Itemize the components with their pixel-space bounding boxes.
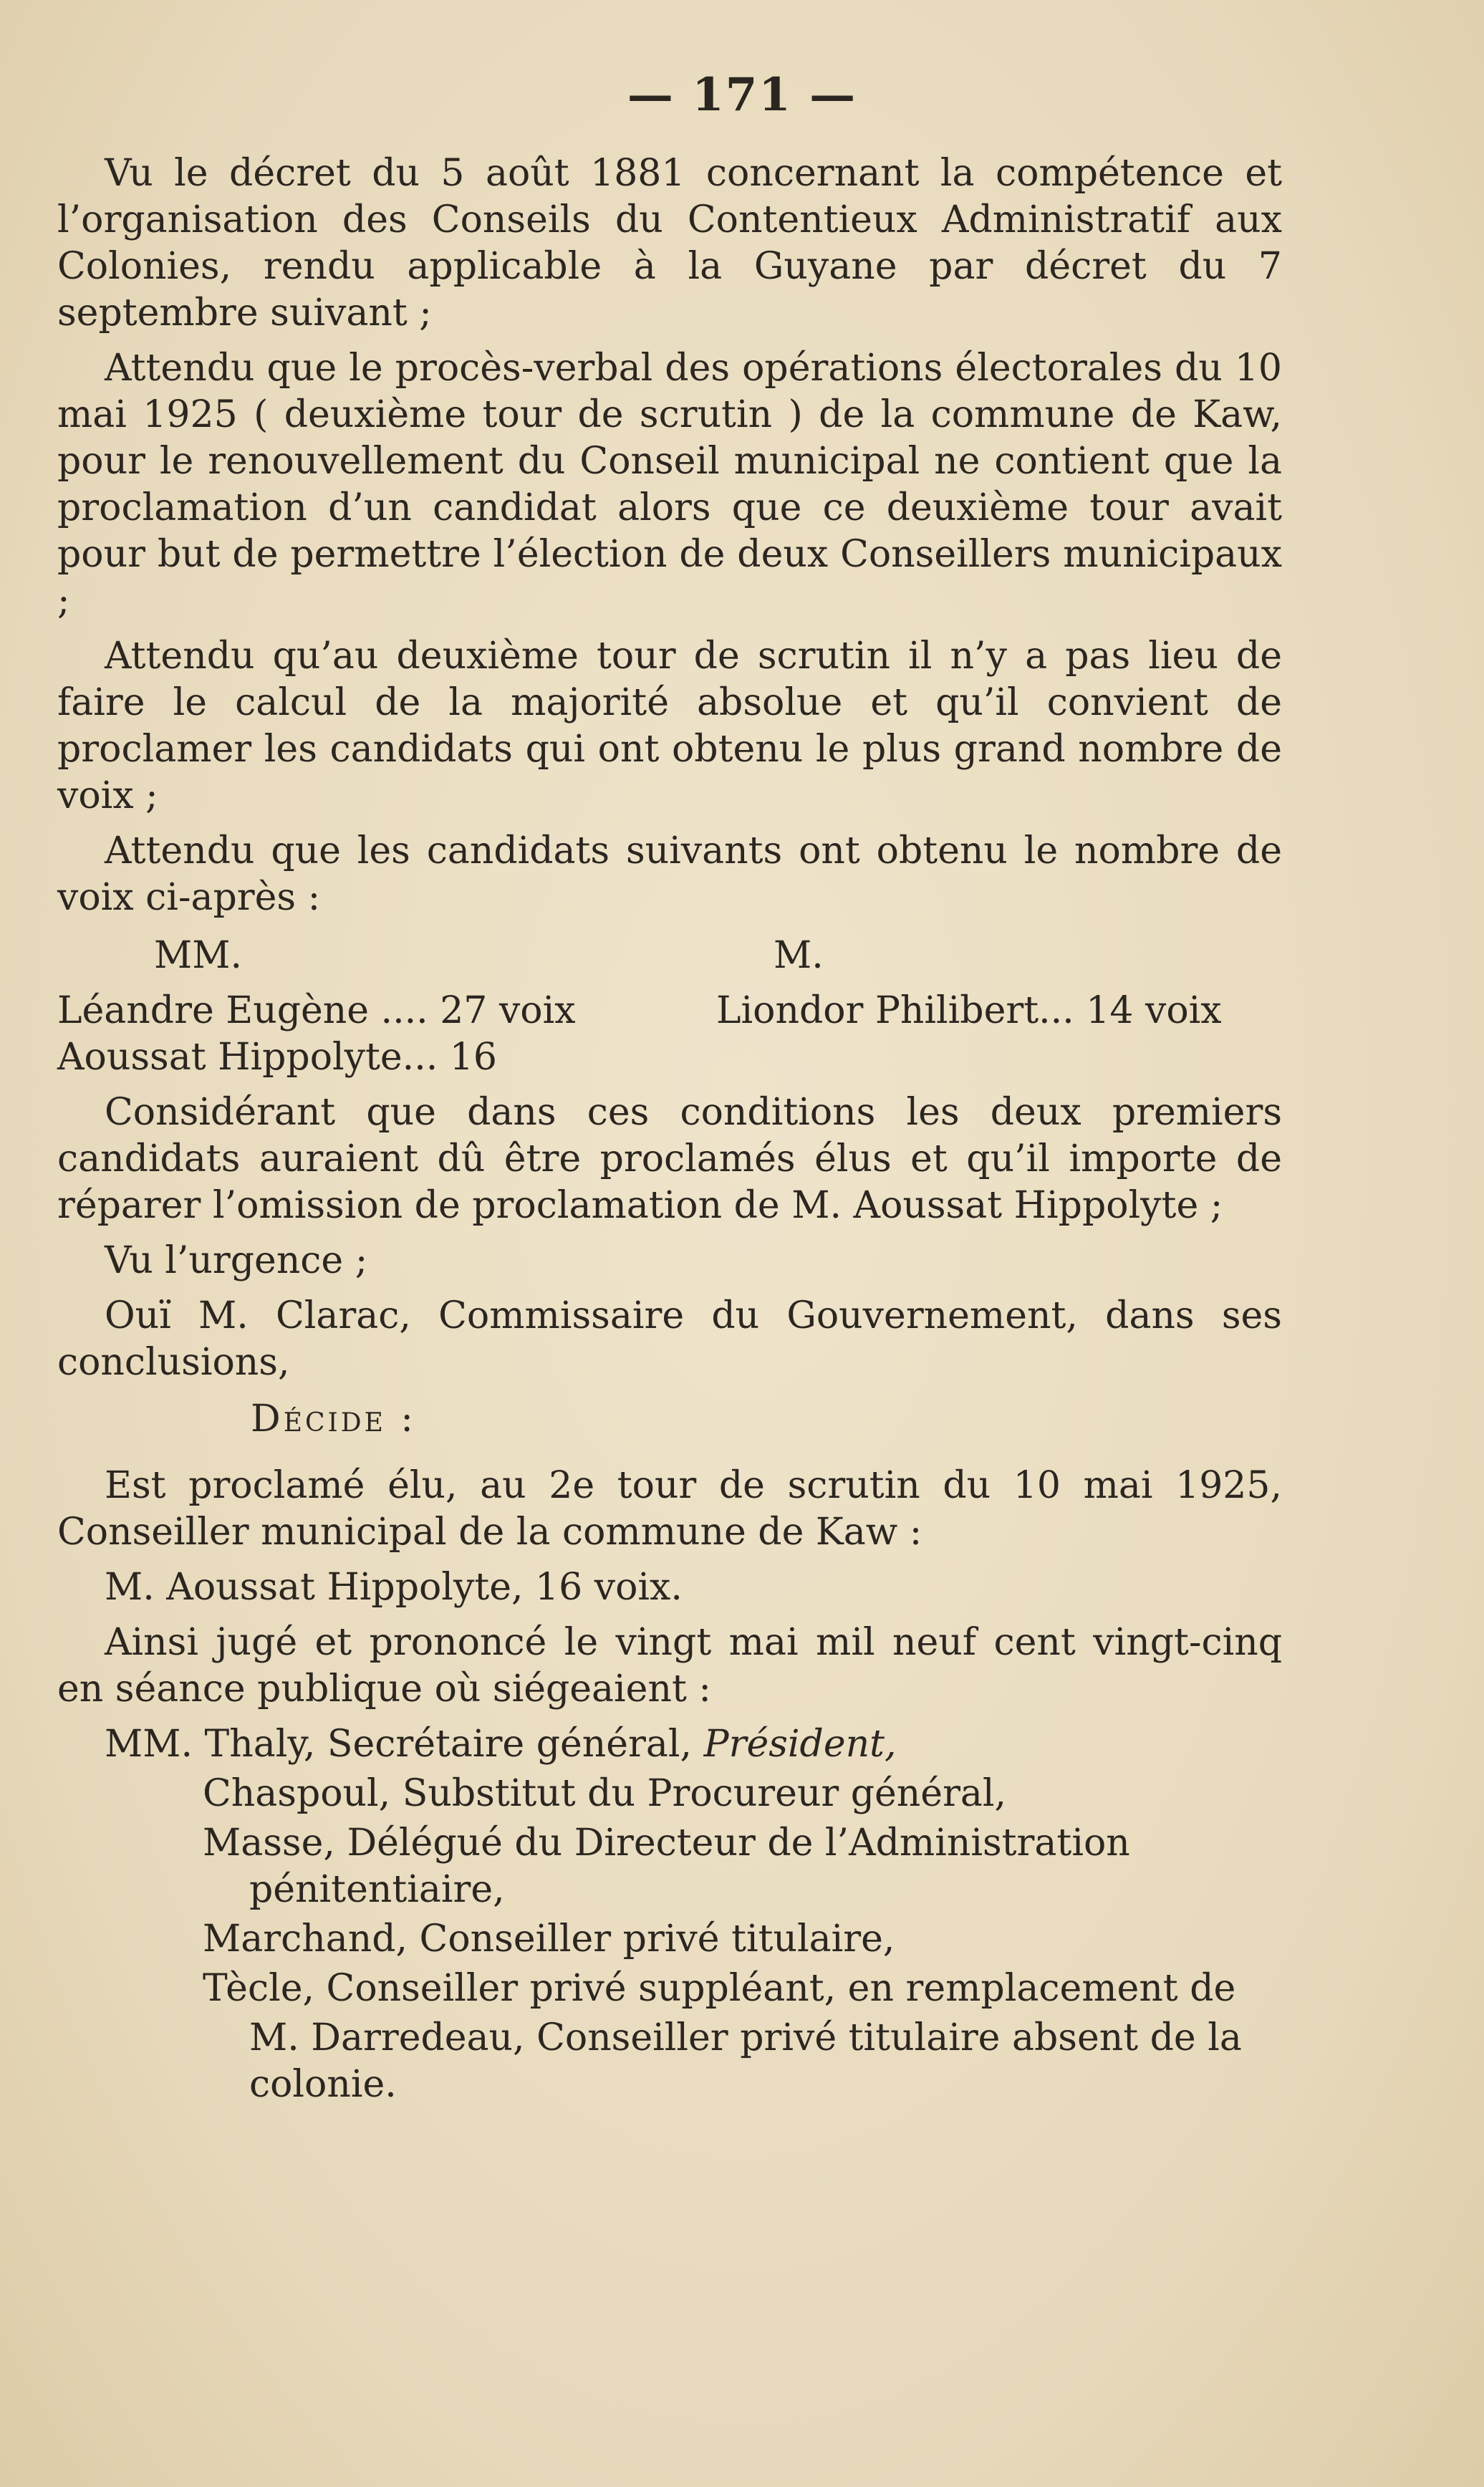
- paragraph-candidates-intro: Attendu que les candidats suivants ont obtenu le nombre de voix ci-après :: [57, 829, 1282, 919]
- member-thaly: [57, 1721, 1282, 1768]
- candidates-heading-right: M.: [774, 934, 824, 977]
- document-body: [57, 150, 1282, 2108]
- member-masse: Masse, Délégué du Directeur de l’Administration pénitentiaire,: [203, 1822, 1130, 1911]
- candidate-aoussat: Aoussat Hippolyte... 16: [57, 1036, 497, 1079]
- member-thaly-text: MM. Thaly, Secrétaire général,: [105, 1723, 693, 1766]
- member-tecle: Tècle, Conseiller privé suppléant, en remplacement de: [203, 1967, 1236, 2010]
- page-number: — 171 —: [627, 68, 857, 122]
- member-darredeau: M. Darredeau, Conseiller privé titulaire absent de la colonie.: [249, 2016, 1242, 2106]
- paragraph-proclaimed: Est proclamé élu, au 2e tour de scrutin du 10 mai 1925, Conseiller municipal de la commune de Kaw :: [57, 1464, 1282, 1554]
- decision-heading: Décide :: [251, 1398, 416, 1440]
- paragraph-decree: Vu le décret du 5 août 1881 concernant la compétence et l’organisation des Conseils du Contentieux Administratif aux Colonies, rendu applicable à la Guyane par décret du 7 septembre suivant ;: [57, 152, 1282, 335]
- candidate-liondor: Liondor Philibert... 14 voix: [716, 989, 1222, 1032]
- paragraph-considering: Considérant que dans ces conditions les deux premiers candidats auraient dû être proclamés élus et qu’il importe de réparer l’omission de proclamation de M. Aoussat Hippolyte ;: [57, 1091, 1282, 1227]
- paragraph-judged: Ainsi jugé et prononcé le vingt mai mil neuf cent vingt-cinq en séance publique où siégeaient :: [57, 1621, 1282, 1711]
- member-marchand: Marchand, Conseiller privé titulaire,: [203, 1918, 895, 1961]
- paragraph-minutes: Attendu que le procès-verbal des opérations électorales du 10 mai 1925 ( deuxième tour de scrutin ) de la commune de Kaw, pour le renouvellement du Conseil municipal ne contient que la proclamation d’un candidat alors que ce deuxième tour avait pour but de permettre l’élection de deux Conseillers municipaux ;: [57, 347, 1282, 622]
- candidates-headings: [57, 933, 1282, 979]
- candidates-row: [57, 1034, 1282, 1081]
- candidates-heading-left: MM.: [154, 934, 243, 977]
- member-thaly-title: Président,: [703, 1723, 897, 1766]
- elected-member: M. Aoussat Hippolyte, 16 voix.: [105, 1566, 683, 1609]
- paragraph-heard: Ouï M. Clarac, Commissaire du Gouvernement, dans ses conclusions,: [57, 1294, 1282, 1384]
- candidates-row: [57, 988, 1282, 1034]
- member-chaspoul: Chaspoul, Substitut du Procureur général,: [203, 1772, 1007, 1815]
- paragraph-urgency: Vu l’urgence ;: [105, 1239, 368, 1282]
- paragraph-second-round: Attendu qu’au deuxième tour de scrutin il n’y a pas lieu de faire le calcul de la majorité absolue et qu’il convient de proclamer les candidats qui ont obtenu le plus grand nombre de voix ;: [57, 635, 1282, 817]
- candidate-leandre: Léandre Eugène .... 27 voix: [57, 989, 576, 1032]
